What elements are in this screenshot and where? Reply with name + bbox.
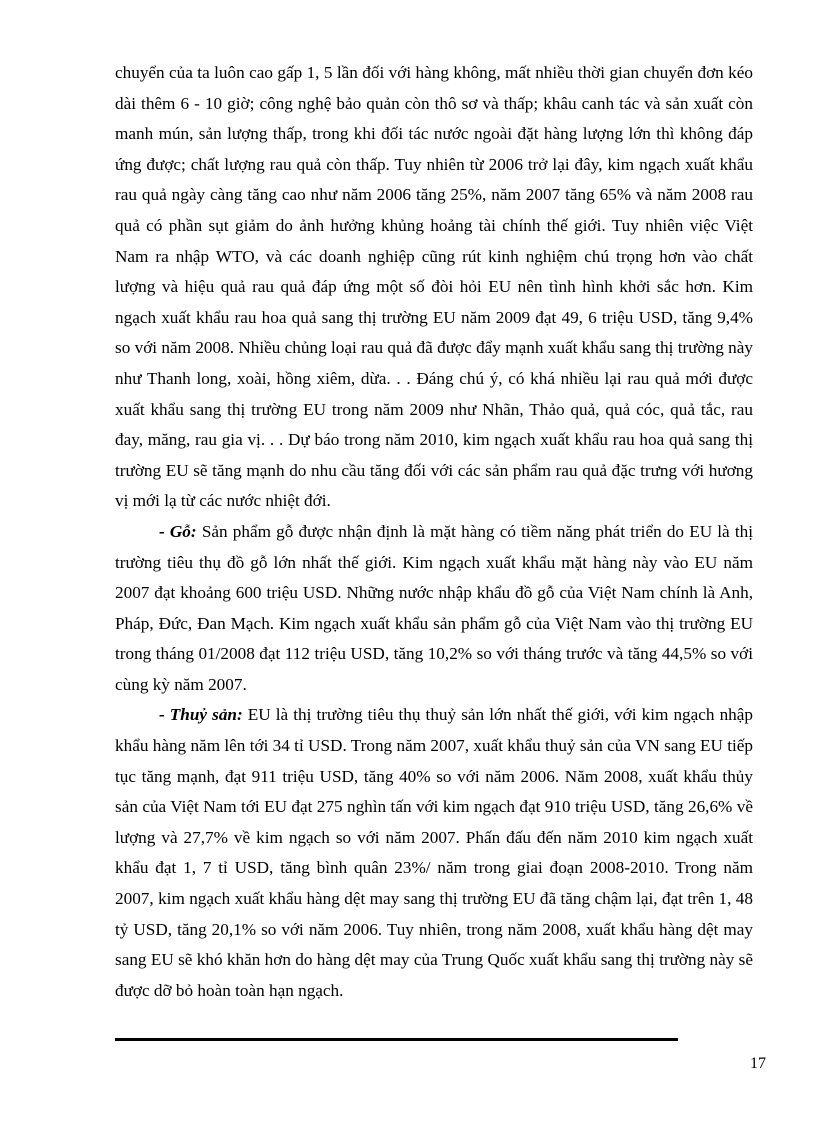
document-page [115, 58, 753, 1006]
paragraph-wood [115, 517, 753, 701]
seafood-heading: - Thuỷ sản: [159, 705, 243, 725]
paragraph-vegetables-fruits [115, 58, 753, 517]
paragraph-text: EU là thị trường tiêu thụ thuỷ sản lớn nhất thế giới, với kim ngạch nhập khẩu hàng năm lên tới 34 tỉ USD. Trong năm 2007, xuất khẩu thuỷ sản của VN sang EU tiếp tục tăng mạnh, đạt 911 triệu USD, tăng 40% so với năm 2006. Năm 2008, xuất khẩu thủy sản của Việt Nam tới EU đạt 275 nghìn tấn với kim ngạch đạt 910 triệu USD, tăng 26,6% về lượng và 27,7% về kim ngạch so với năm 2007. Phấn đấu đến năm 2010 kim ngạch xuất khẩu đạt 1, 7 tỉ USD, tăng bình quân 23%/ năm trong giai đoạn 2008-2010. Trong năm 2007, kim ngạch xuất khẩu hàng dệt may sang thị trường EU đã tăng chậm lại, đạt trên 1, 48 tỷ USD, tăng 20,1% so với năm 2006. Tuy nhiên, trong năm 2008, xuất khẩu hàng dệt may sang EU sẽ khó khăn hơn do hàng dệt may của Trung Quốc xuất khẩu sang thị trường này sẽ được dỡ bỏ hoàn toàn hạn ngạch. [115, 705, 753, 1000]
paragraph-seafood [115, 700, 753, 1006]
wood-heading: - Gỗ: [159, 521, 197, 541]
page-number: 17 [750, 1055, 766, 1072]
paragraph-text: chuyển của ta luôn cao gấp 1, 5 lần đối với hàng không, mất nhiều thời gian chuyển đơn kéo dài thêm 6 - 10 giờ; công nghệ bảo quản còn thô sơ và thấp; khâu canh tác và sản xuất còn manh mún, sản lượng thấp, trong khi đối tác nước ngoài đặt hàng lượng lớn thì không đáp ứng được; chất lượng rau quả còn thấp. Tuy nhiên từ 2006 trở lại đây, kim ngạch xuất khẩu rau quả ngày càng tăng cao như năm 2006 tăng 25%, năm 2007 tăng 65% và năm 2008 rau quả có phần sụt giảm do ảnh hưởng khủng hoảng tài chính thế giới. Tuy nhiên việc Việt Nam ra nhập WTO, và các doanh nghiệp cũng rút kinh nghiệm chú trọng hơn vào chất lượng và hiệu quả rau quả đáp ứng một số đòi hỏi EU nên tình hình khởi sắc hơn. Kim ngạch xuất khẩu rau hoa quả sang thị trường EU năm 2009 đạt 49, 6 triệu USD, tăng 9,4% so với năm 2008. Nhiều chủng loại rau quả đã được đẩy mạnh xuất khẩu sang thị trường này như Thanh long, xoài, hồng xiêm, dừa. . . Đáng chú ý, có khá nhiều lại rau quả mới được xuất khẩu sang thị trường EU trong năm 2009 như Nhãn, Thảo quả, quả cóc, quả tắc, rau đay, măng, rau gia vị. . . Dự báo trong năm 2010, kim ngạch xuất khẩu rau hoa quả sang thị trường EU sẽ tăng mạnh do nhu cầu tăng đối với các sản phẩm rau quả đặc trưng với hương vị mới lạ từ các nước nhiệt đới. [115, 63, 753, 511]
paragraph-text: Sản phẩm gỗ được nhận định là mặt hàng có tiềm năng phát triển do EU là thị trường tiêu thụ đồ gỗ lớn nhất thế giới. Kim ngạch xuất khẩu mặt hàng này vào EU năm 2007 đạt khoảng 600 triệu USD. Những nước nhập khẩu đồ gỗ của Việt Nam chính là Anh, Pháp, Đức, Đan Mạch. Kim ngạch xuất khẩu sản phẩm gỗ của Việt Nam vào thị trường EU trong tháng 01/2008 đạt 112 triệu USD, tăng 10,2% so với tháng trước và tăng 44,5% so với cùng kỳ năm 2007. [115, 521, 753, 694]
footer-divider [115, 1038, 678, 1041]
